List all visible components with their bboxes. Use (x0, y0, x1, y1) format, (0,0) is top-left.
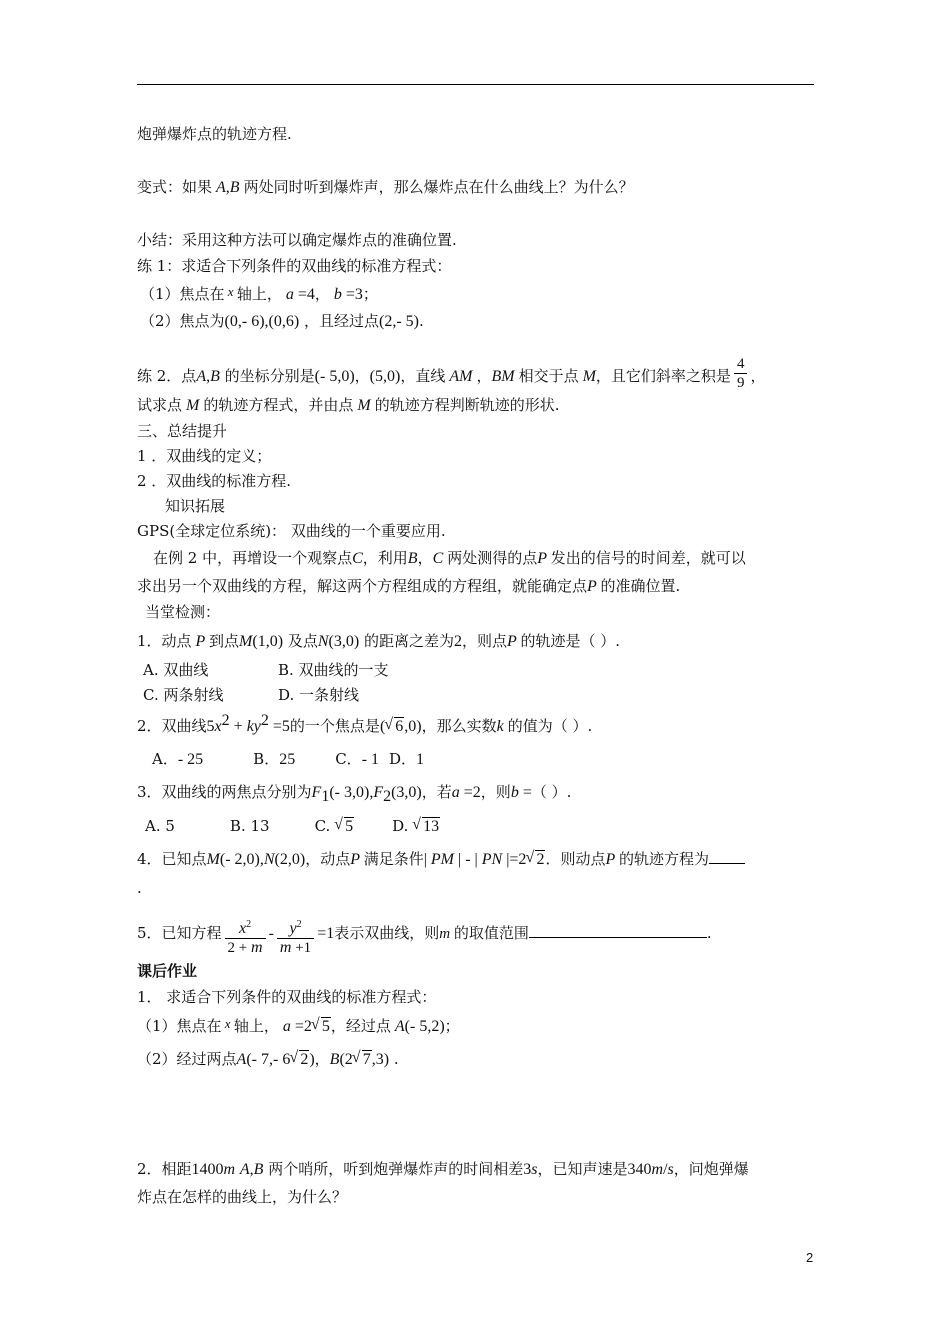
question-4: 4．已知点M(- 2,0),N(2,0)，动点P 满足条件| PM | - | PN |=2√ 2．则动点P 的轨迹方程为 (137, 849, 745, 870)
summary: 小结：采用这种方法可以确定爆炸点的准确位置. (137, 231, 457, 249)
variant-question: 变式：如果 A,B 两处同时听到爆炸声，那么爆炸点在什么曲线上？为什么？ (137, 178, 634, 196)
question-2: 2．双曲线$5x^2 + ky^2 =5$的一个焦点是(√ 6,0)，那么实数k 的值为（ ）. (137, 716, 592, 737)
homework-q2-line-1: 2．相距1400m A,B 两个哨所，听到炮弹爆炸声的时间相差3s，已知声速是340m/s，问炮弹爆 (137, 1160, 749, 1178)
question-1: 1．动点 P 到点M(1,0) 及点N(3,0) 的距离之差为2，则点P 的轨迹是（ ）. (137, 632, 620, 650)
header-rule (137, 84, 814, 85)
question-4-tail: . (137, 879, 142, 897)
extension-heading: 知识拓展 (165, 497, 226, 515)
page-number: 2 (806, 1250, 814, 1265)
gps-paragraph-line-2: 求出另一个双曲线的方程，解这两个方程组成的方程组，就能确定点P 的准确位置. (137, 577, 681, 595)
exercise-1-item-1: （1）焦点在 x 轴上， a =4， b =3； (140, 284, 378, 303)
section-heading: 三、总结提升 (137, 422, 228, 440)
question-1-option-b: B. 双曲线的一支 (278, 661, 389, 679)
exercise-1-title: 练 1：求适合下列条件的双曲线的标准方程式： (137, 257, 452, 275)
homework-q1-title: 1． 求适合下列条件的双曲线的标准方程式： (137, 988, 437, 1006)
question-1-option-a: A. 双曲线 (143, 661, 209, 679)
question-3-options: A. 5 B. 13 C. √ 5 D. √ 13 (145, 816, 440, 837)
homework-q2-line-2: 炸点在怎样的曲线上，为什么？ (137, 1188, 348, 1206)
text-line: 炮弹爆炸点的轨迹方程. (137, 125, 292, 143)
gps-paragraph-line-1: 在例 2 中，再增设一个观察点C，利用B，C 两处测得的点P 发出的信号的时间差，就可以 (153, 549, 746, 567)
homework-heading: 课后作业 (137, 962, 198, 980)
homework-q1-item-1: （1）焦点在 x 轴上， a =2√ 5，经过点 A(- 5,2)； (137, 1014, 460, 1037)
exercise-2-line-2: 试求点 M 的轨迹方程式，并由点 M 的轨迹方程判断轨迹的形状. (137, 396, 560, 414)
question-1-option-d: D. 一条射线 (278, 686, 360, 704)
question-5: 5．已知方程 $\frac{x^2}{2 + m}$ - $\frac{y^2}{m +1}$ =1表示双曲线，则m 的取值范围 . (137, 919, 712, 956)
test-heading: 当堂检测： (145, 603, 221, 621)
summary-item-2: 2 ．双曲线的标准方程. (137, 472, 292, 490)
exercise-1-item-2: （2）焦点为(0,- 6),(0,6) ，且经过点(2,- 5). (140, 312, 424, 330)
exercise-2-line-1: 练 2．点A,B 的坐标分别是(- 5,0)，(5,0)，直线 AM ，BM 相交于点 M，且它们斜率之积是 $\frac{4}{9}$ ， (137, 356, 766, 391)
summary-item-1: 1 ．双曲线的定义； (137, 447, 272, 465)
question-1-option-c: C. 两条射线 (143, 686, 224, 704)
homework-q1-item-2: （2）经过两点A(- 7,- 6√ 2)，B(2√ 7,3) . (137, 1049, 399, 1070)
gps-line: GPS(全球定位系统)： 双曲线的一个重要应用. (137, 522, 446, 540)
question-3: 3．双曲线的两焦点分别为$F_1(-$ $3,0),F_2(3,0)$，若a =2，则b =（ ）. (137, 783, 572, 805)
question-2-options: A．- 25 B．25 C．- 1 D．1 (152, 750, 425, 768)
